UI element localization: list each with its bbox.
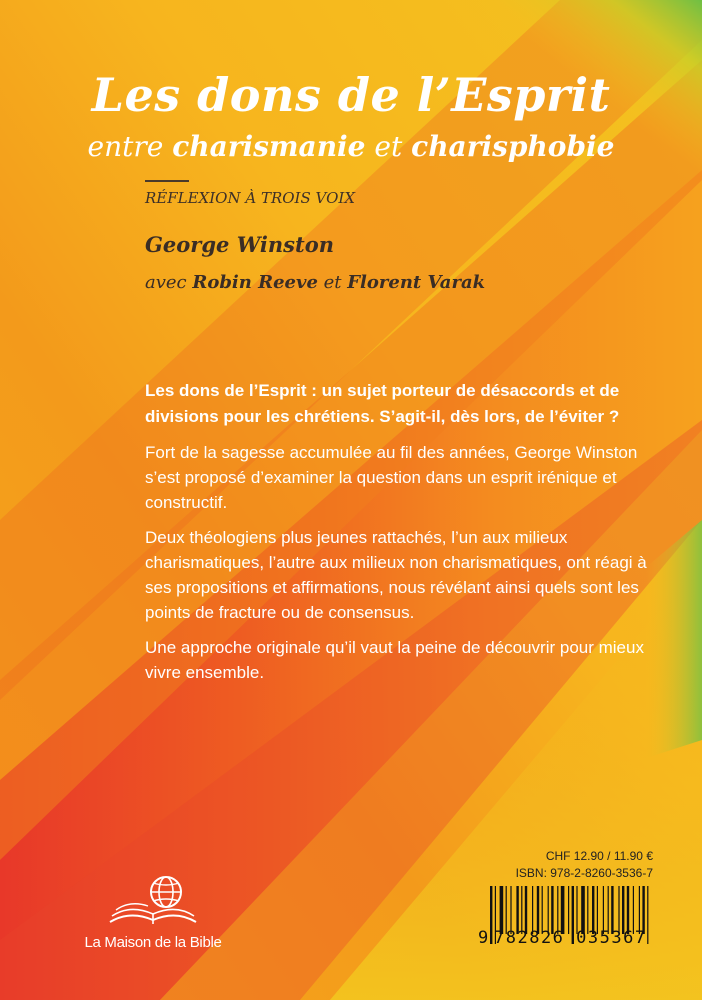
blurb-paragraph: Fort de la sagesse accumulée au fil des années, George Winston s’est proposé d’examiner la question dans un esprit irénique et constructif. <box>145 443 638 512</box>
divider <box>145 180 189 182</box>
barcode-bar <box>548 886 549 934</box>
coauthors-with: avec <box>145 272 187 293</box>
barcode-bar <box>490 886 492 944</box>
coauthors <box>145 272 485 293</box>
barcode-bar <box>639 886 640 934</box>
barcode-bar <box>576 886 577 934</box>
coauthor-name: Florent Varak <box>347 272 486 293</box>
barcode-bar <box>603 886 604 934</box>
book-subtitle <box>0 130 702 163</box>
barcode-bar <box>627 886 629 934</box>
barcode-bar <box>642 886 644 934</box>
blurb <box>145 378 665 695</box>
barcode-bar <box>557 886 558 934</box>
barcode-bar <box>597 886 598 934</box>
barcode-bar <box>537 886 539 934</box>
subtitle-word: et <box>374 130 403 163</box>
barcode-bar <box>587 886 588 934</box>
barcode-bar <box>532 886 533 934</box>
barcode-bar <box>618 886 619 934</box>
blurb-paragraph: Une approche originale qu’il vaut la peine de découvrir pour mieux vivre ensemble. <box>145 638 644 682</box>
barcode-bar <box>647 886 648 944</box>
barcode-bar <box>506 886 507 934</box>
blurb-paragraph: Deux théologiens plus jeunes rattachés, l’un aux milieux charismatiques, l’autre aux milieux non charismatiques, ont réagi à ses propositions et affirmations, nous révélant ainsi quels sont les points de fracture ou de consensus. <box>145 528 647 622</box>
barcode-bar <box>633 886 634 934</box>
coauthor-name: Robin Reeve <box>192 272 318 293</box>
subtitle-word: charismanie <box>172 130 366 163</box>
barcode-bar <box>516 886 518 934</box>
barcode-bar <box>525 886 527 934</box>
barcode-bar <box>592 886 594 934</box>
price-label: CHF 12.90 / 11.90 € <box>545 849 653 863</box>
coauthors-and: et <box>323 272 342 293</box>
barcode-bar <box>521 886 522 934</box>
barcode-number: 782826 035367 <box>494 928 647 948</box>
barcode-bar <box>581 886 585 934</box>
blurb-lead: Les dons de l’Esprit : un sujet porteur de désaccords et de divisions pour les chrétiens. S’agit-il, dès lors, de l’éviter ? <box>145 381 620 426</box>
barcode-bar <box>608 886 609 934</box>
barcode-bar <box>510 886 511 934</box>
book-title: Les dons de l’Esprit <box>91 68 611 122</box>
barcode-bar <box>561 886 565 934</box>
barcode-bar <box>611 886 613 934</box>
barcode-bar <box>542 886 543 934</box>
globe-open-book-icon <box>98 870 208 930</box>
barcode-bar <box>500 886 504 934</box>
barcode-bar <box>551 886 553 934</box>
barcode-bar <box>568 886 569 934</box>
barcode-bar <box>622 886 624 934</box>
barcode-first-digit: 9 <box>478 928 489 948</box>
subtitle-word: charisphobie <box>411 130 615 163</box>
subtitle-word: entre <box>87 130 164 163</box>
author-name: George Winston <box>145 232 334 257</box>
publisher-name: La Maison de la Bible <box>84 934 222 951</box>
tagline: RÉFLEXION À TROIS VOIX <box>145 189 355 207</box>
isbn-label: ISBN: 978-2-8260-3536-7 <box>515 866 653 880</box>
